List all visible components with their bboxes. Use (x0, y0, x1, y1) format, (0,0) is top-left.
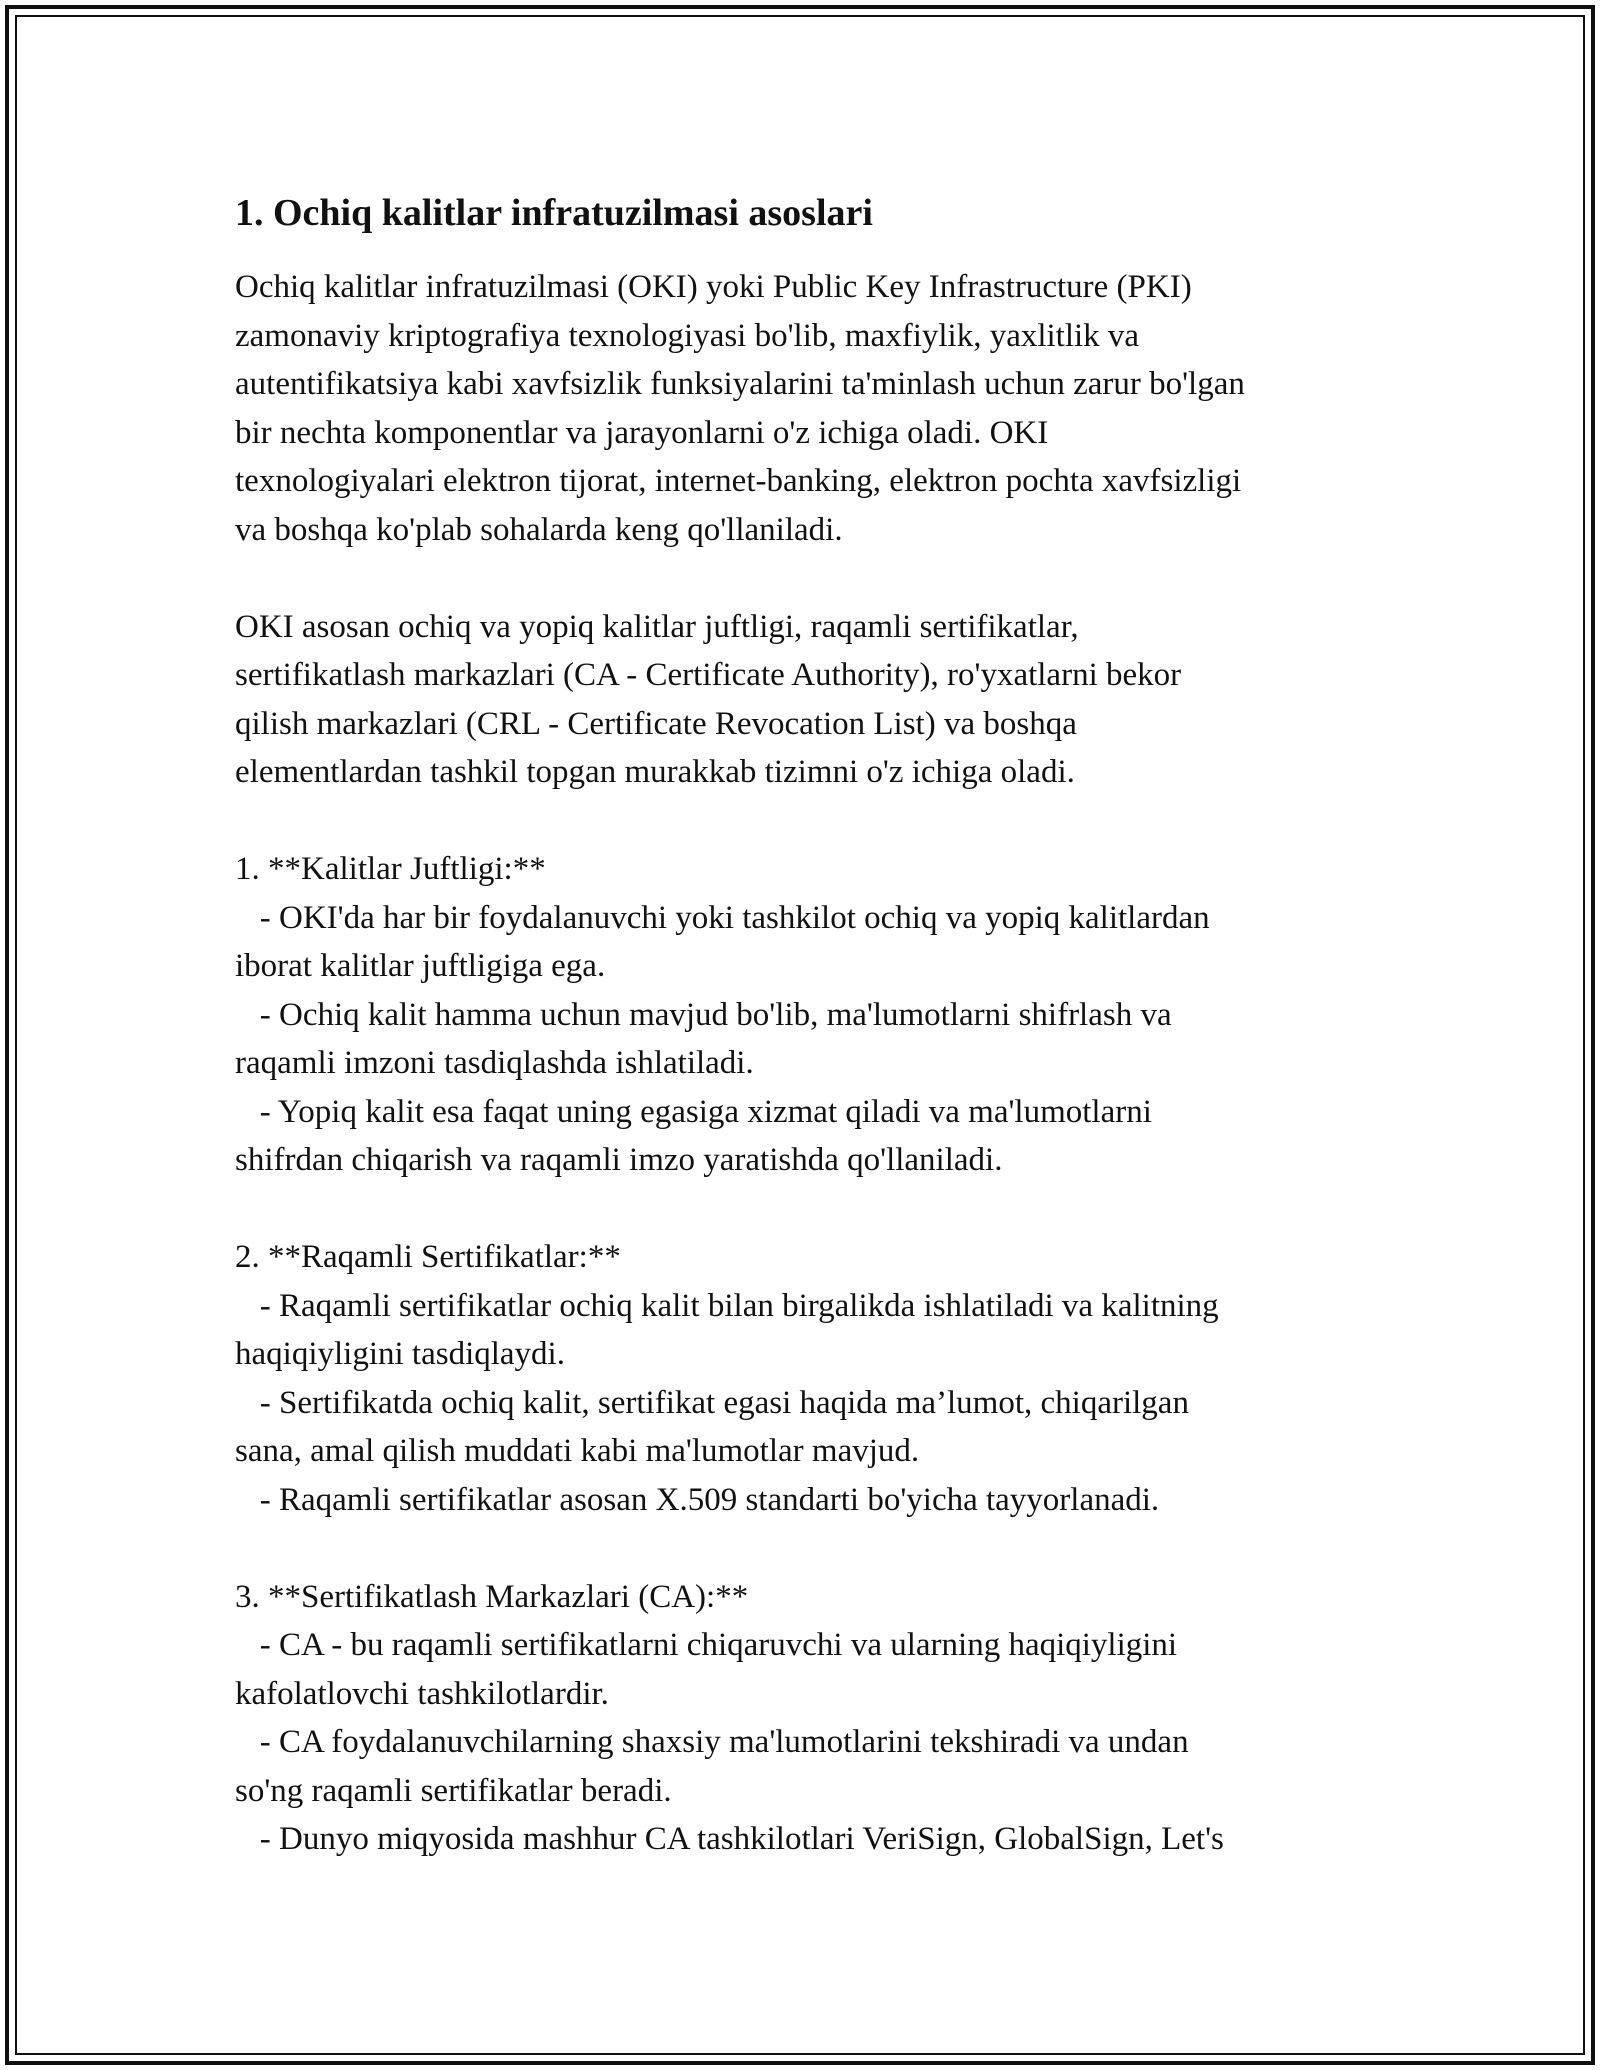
list-item-line: - Raqamli sertifikatlar ochiq kalit bilan birgalikda ishlatiladi va kalitning (235, 1287, 1219, 1324)
list-item-line: - OKI'da har bir foydalanuvchi yoki tashkilot ochiq va yopiq kalitlardan (235, 899, 1210, 936)
text-line: texnologiyalari elektron tijorat, internet-banking, elektron pochta xavfsizligi (235, 463, 1242, 499)
list-item-line: shifrdan chiqarish va raqamli imzo yaratishda qo'llaniladi. (235, 1142, 1003, 1178)
text-line: Ochiq kalitlar infratuzilmasi (OKI) yoki Public Key Infrastructure (PKI) (235, 269, 1192, 305)
list-item-line: sana, amal qilish muddati kabi ma'lumotlar mavjud. (235, 1433, 920, 1469)
list-section-certificate-authorities (235, 1573, 1375, 1864)
intro-paragraph (235, 263, 1375, 554)
list-item-line: - Dunyo miqyosida mashhur CA tashkilotlari VeriSign, GlobalSign, Let's (235, 1821, 1224, 1857)
overview-paragraph (235, 603, 1375, 797)
document-body (235, 183, 1375, 1864)
text-line: zamonaviy kriptografiya texnologiyasi bo'lib, maxfiylik, yaxlitlik va (235, 317, 1140, 354)
list-item-line: - Sertifikatda ochiq kalit, sertifikat egasi haqida ma’lumot, chiqarilgan (235, 1384, 1189, 1421)
text-line: autentifikatsiya kabi xavfsizlik funksiyalarini ta'minlash uchun zarur bo'lgan (235, 366, 1245, 402)
list-item-line: iborat kalitlar juftligiga ega. (235, 948, 606, 984)
section-heading: 1. Ochiq kalitlar infratuzilmasi asoslari (235, 192, 873, 234)
paragraph-gap (235, 1185, 1375, 1234)
list-item-title: 3. **Sertifikatlash Markazlari (CA):** (235, 1578, 749, 1615)
list-item-line: - CA foydalanuvchilarning shaxsiy ma'lumotlarini tekshiradi va undan (235, 1724, 1189, 1760)
list-item-line: - Ochiq kalit hamma uchun mavjud bo'lib, ma'lumotlarni shifrlash va (235, 996, 1172, 1033)
list-item-line: raqamli imzoni tasdiqlashda ishlatiladi. (235, 1045, 754, 1081)
text-line: sertifikatlash markazlari (CA - Certificate Authority), ro'yxatlarni bekor (235, 657, 1182, 693)
text-line: qilish markazlari (CRL - Certificate Revocation List) va boshqa (235, 705, 1077, 742)
list-item-line: - Yopiq kalit esa faqat uning egasiga xizmat qiladi va ma'lumotlarni (235, 1093, 1152, 1130)
paragraph-gap (235, 1524, 1375, 1573)
text-line: va boshqa ko'plab sohalarda keng qo'llaniladi. (235, 511, 843, 548)
paragraph-gap (235, 797, 1375, 846)
list-section-digital-certificates (235, 1233, 1375, 1524)
list-item-line: - CA - bu raqamli sertifikatlarni chiqaruvchi va ularning haqiqiyligini (235, 1627, 1178, 1663)
paragraph-gap (235, 554, 1375, 603)
list-item-line: so'ng raqamli sertifikatlar beradi. (235, 1772, 672, 1809)
text-line: elementlardan tashkil topgan murakkab tizimni o'z ichiga oladi. (235, 754, 1075, 790)
list-item-title: 2. **Raqamli Sertifikatlar:** (235, 1239, 621, 1275)
list-item-title: 1. **Kalitlar Juftligi:** (235, 851, 546, 887)
text-line: bir nechta komponentlar va jarayonlarni o'z ichiga oladi. OKI (235, 414, 1049, 451)
list-item-line: kafolatlovchi tashkilotlardir. (235, 1675, 609, 1712)
list-section-key-pairs (235, 845, 1375, 1185)
list-item-line: - Raqamli sertifikatlar asosan X.509 standarti bo'yicha tayyorlanadi. (235, 1481, 1160, 1518)
list-item-line: haqiqiyligini tasdiqlaydi. (235, 1336, 565, 1372)
text-line: OKI asosan ochiq va yopiq kalitlar juftligi, raqamli sertifikatlar, (235, 608, 1079, 645)
